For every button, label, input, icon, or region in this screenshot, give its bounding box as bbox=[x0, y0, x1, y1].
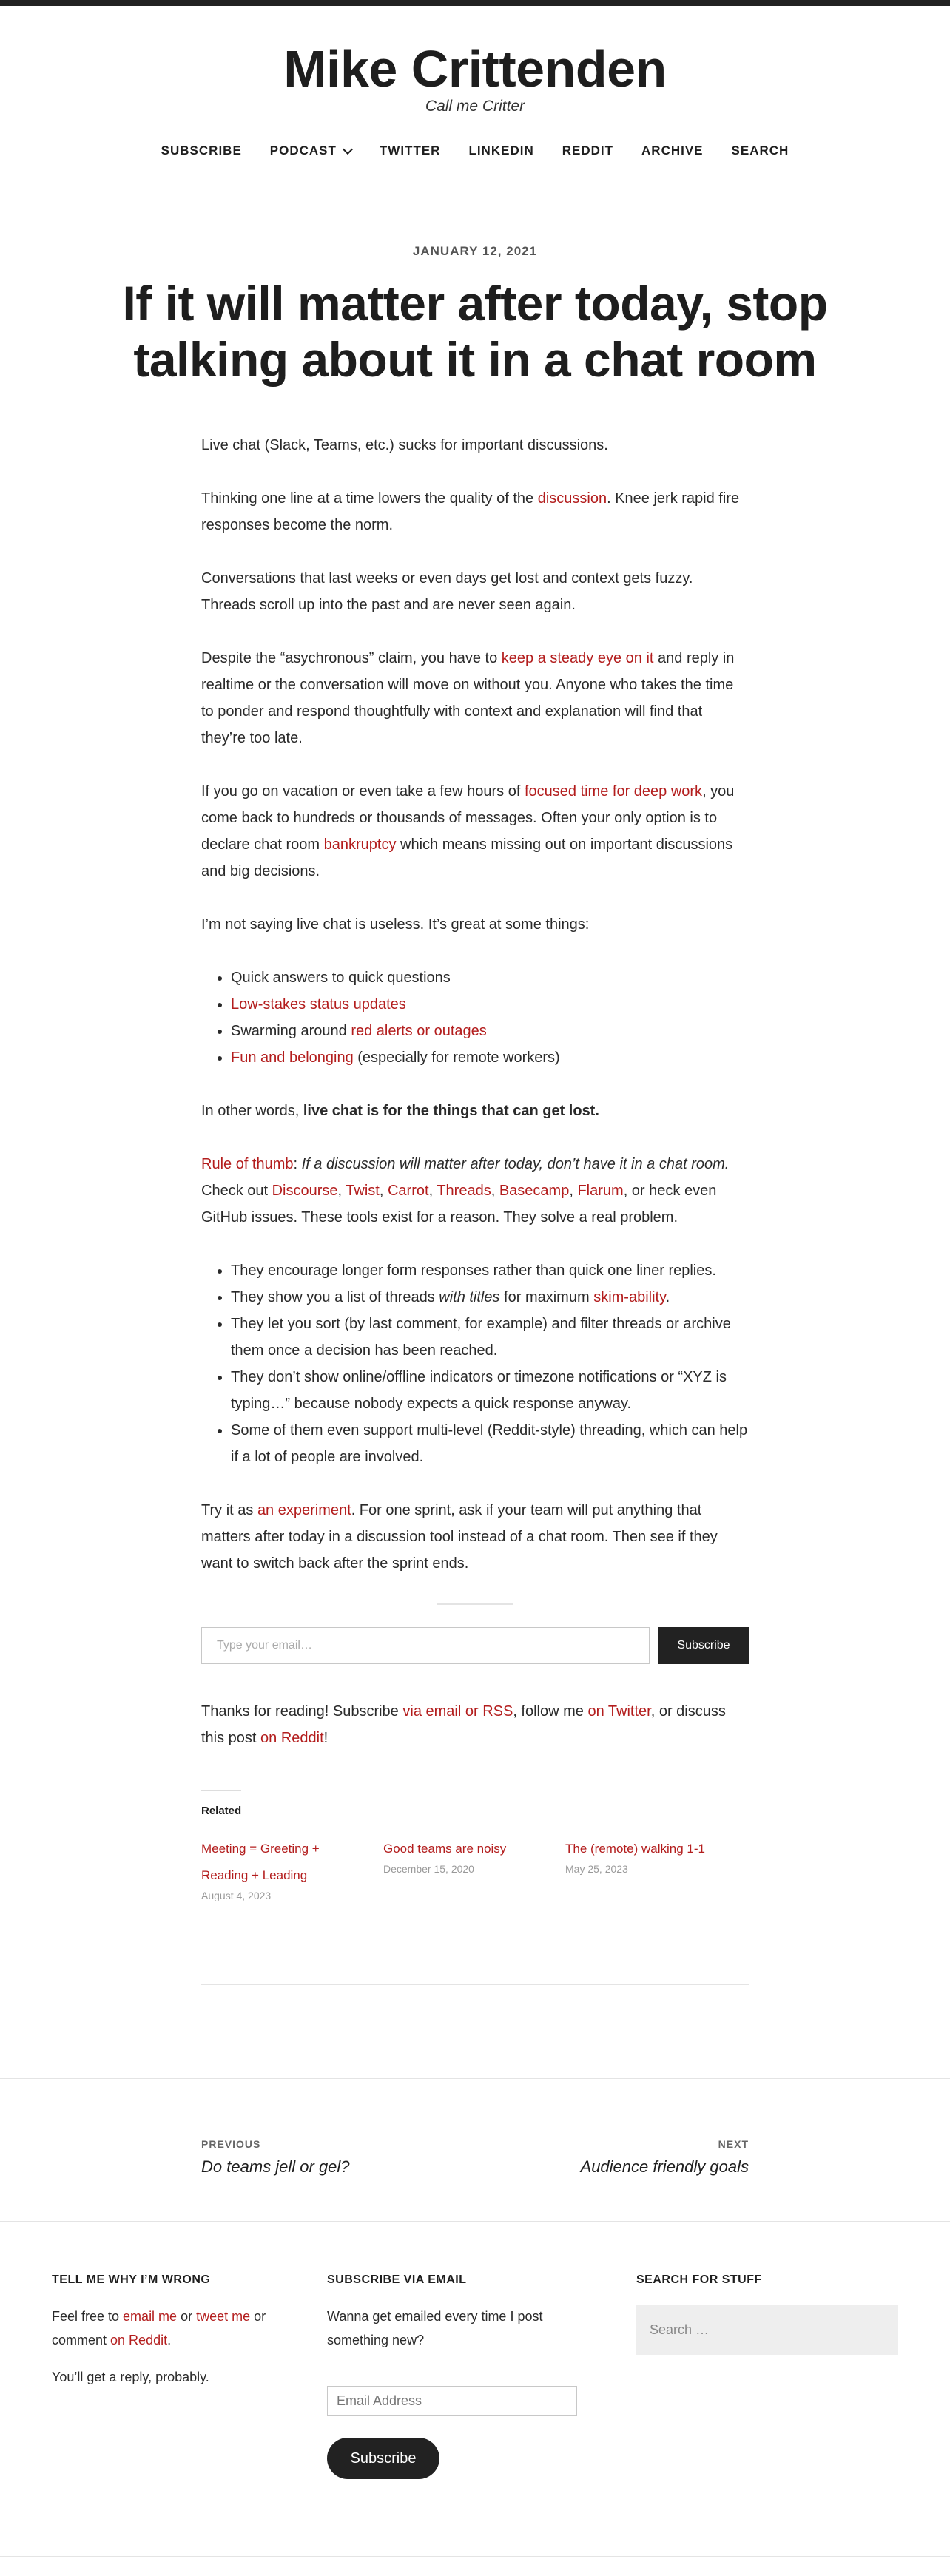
text: In other words, bbox=[201, 1103, 303, 1119]
link-steady-eye[interactable]: keep a steady eye on it bbox=[501, 650, 654, 666]
related-heading: Related bbox=[201, 1790, 241, 1825]
footer-heading: SUBSCRIBE VIA EMAIL bbox=[327, 2274, 467, 2286]
text: , you come back to hundreds or thousands of messages. Often your only option is to declare chat room bbox=[201, 783, 735, 853]
subscribe-button[interactable]: Subscribe bbox=[658, 1627, 749, 1664]
related-item bbox=[383, 1835, 548, 1903]
text: , follow me bbox=[513, 1703, 588, 1720]
nav-archive[interactable]: ARCHIVE bbox=[641, 143, 704, 158]
tools-benefits-list bbox=[201, 1257, 749, 1470]
text: Feel free to bbox=[52, 2309, 124, 2324]
nav-twitter[interactable]: TWITTER bbox=[379, 143, 441, 158]
nav-podcast-label: PODCAST bbox=[269, 143, 337, 158]
post-title: If it will matter after today, stop talking about it in a chat room bbox=[122, 276, 828, 387]
main-nav bbox=[0, 143, 950, 158]
nav-subscribe[interactable]: SUBSCRIBE bbox=[161, 143, 242, 158]
list-item: • Some of them even support multi-level (Reddit-style) threading, which can help if a lot of people are involved. bbox=[231, 1417, 749, 1470]
footer-subscribe-button[interactable]: Subscribe bbox=[327, 2438, 439, 2479]
related-title[interactable]: Meeting = Greeting + Reading + Leading bbox=[201, 1842, 320, 1882]
link-email-me[interactable]: email me bbox=[123, 2309, 178, 2324]
list-item: • They don’t show online/offline indicators or timezone notifications or “XYZ is typing…” because nobody expects a quick response anyway. bbox=[231, 1364, 749, 1417]
good-at-list bbox=[201, 964, 749, 1071]
list-item bbox=[231, 991, 749, 1018]
site-title[interactable]: Mike Crittenden bbox=[283, 40, 667, 98]
footer-text: You’ll get a reply, probably. bbox=[52, 2370, 209, 2384]
text: . For one sprint, ask if your team will put anything that matters after today in a discussion tool instead of a chat room. Then see if they want to switch back after the sprint ends. bbox=[201, 1502, 718, 1572]
paragraph: I’m not saying live chat is useless. It’s great at some things: bbox=[201, 916, 590, 933]
paragraph bbox=[201, 645, 749, 751]
previous-label: PREVIOUS bbox=[201, 2138, 261, 2150]
subscribe-email-input[interactable] bbox=[201, 1627, 650, 1664]
paragraph bbox=[201, 1151, 749, 1231]
link-flarum[interactable]: Flarum bbox=[577, 1183, 624, 1199]
list-item bbox=[231, 1018, 749, 1044]
link-bankruptcy[interactable]: bankruptcy bbox=[323, 836, 397, 853]
text: Thinking one line at a time lowers the quality of the bbox=[201, 490, 538, 507]
text: . bbox=[167, 2333, 172, 2347]
content-divider bbox=[201, 1984, 749, 1985]
link-tweet-me[interactable]: tweet me bbox=[196, 2309, 251, 2324]
text: : bbox=[293, 1156, 302, 1172]
text: for maximum bbox=[499, 1289, 594, 1305]
text: , or discuss this post bbox=[201, 1703, 726, 1746]
link-status-updates[interactable]: Low-stakes status updates bbox=[231, 996, 406, 1013]
link-discussion[interactable]: discussion bbox=[537, 490, 607, 507]
post-date[interactable]: JANUARY 12, 2021 bbox=[412, 244, 538, 258]
nav-search[interactable]: SEARCH bbox=[731, 143, 789, 158]
related-title[interactable]: Good teams are noisy bbox=[383, 1842, 507, 1856]
related-posts bbox=[201, 1790, 749, 1903]
post-navigation bbox=[201, 2079, 749, 2221]
footer-heading: SEARCH FOR STUFF bbox=[636, 2274, 762, 2286]
footer-email-input[interactable] bbox=[327, 2386, 577, 2416]
related-date: December 15, 2020 bbox=[383, 1863, 474, 1875]
site-header bbox=[0, 6, 950, 158]
link-deep-work[interactable]: focused time for deep work bbox=[524, 783, 703, 799]
next-title: Audience friendly goals bbox=[580, 2157, 749, 2176]
text: (especially for remote workers) bbox=[353, 1049, 560, 1066]
related-item bbox=[565, 1835, 730, 1903]
entry-header bbox=[0, 244, 950, 388]
text: Try it as bbox=[201, 1502, 257, 1518]
text: . bbox=[665, 1289, 670, 1305]
thanks-paragraph bbox=[201, 1698, 749, 1751]
next-post-link[interactable] bbox=[581, 2138, 749, 2177]
paragraph: Live chat (Slack, Teams, etc.) sucks for important discussions. bbox=[201, 437, 608, 453]
text: , bbox=[337, 1183, 346, 1199]
text: Check out bbox=[201, 1183, 272, 1199]
paragraph bbox=[201, 1098, 749, 1124]
text: Swarming around bbox=[231, 1023, 351, 1039]
link-basecamp[interactable]: Basecamp bbox=[499, 1183, 570, 1199]
list-item: • They encourage longer form responses rather than quick one liner replies. bbox=[231, 1257, 749, 1284]
text: , bbox=[428, 1183, 437, 1199]
link-email-rss[interactable]: via email or RSS bbox=[402, 1703, 513, 1720]
list-item: • Quick answers to quick questions bbox=[231, 964, 749, 991]
list-item bbox=[231, 1284, 749, 1311]
emphasis: with titles bbox=[439, 1289, 500, 1305]
footer-heading: TELL ME WHY I’M WRONG bbox=[52, 2274, 211, 2286]
footer bbox=[0, 2222, 950, 2479]
list-item bbox=[231, 1044, 749, 1071]
text: . Knee jerk rapid fire responses become the norm. bbox=[201, 490, 740, 533]
list-item: • They let you sort (by last comment, for example) and filter threads or archive them once a decision has been reached. bbox=[231, 1311, 749, 1364]
emphasis: If a discussion will matter after today, don’t have it in a chat room. bbox=[301, 1156, 730, 1172]
link-red-alerts[interactable]: red alerts or outages bbox=[351, 1023, 487, 1039]
nav-podcast[interactable] bbox=[256, 143, 365, 158]
previous-title: Do teams jell or gel? bbox=[201, 2157, 350, 2176]
paragraph bbox=[201, 485, 749, 538]
link-experiment[interactable]: an experiment bbox=[257, 1502, 351, 1518]
link-fun-belonging[interactable]: Fun and belonging bbox=[231, 1049, 354, 1066]
nav-reddit[interactable]: REDDIT bbox=[562, 143, 614, 158]
related-date: May 25, 2023 bbox=[565, 1863, 628, 1875]
paragraph bbox=[201, 1497, 749, 1577]
chevron-down-icon bbox=[343, 143, 353, 154]
related-item bbox=[201, 1835, 365, 1903]
footer-feedback bbox=[52, 2274, 268, 2479]
nav-linkedin[interactable]: LINKEDIN bbox=[468, 143, 534, 158]
text: , bbox=[569, 1183, 578, 1199]
link-discourse[interactable]: Discourse bbox=[272, 1183, 338, 1199]
post-content bbox=[201, 432, 749, 1903]
search-input[interactable] bbox=[636, 2305, 898, 2355]
link-footer-reddit[interactable]: on Reddit bbox=[110, 2333, 168, 2347]
previous-post-link[interactable] bbox=[201, 2138, 350, 2177]
bottom-divider bbox=[0, 2556, 950, 2557]
related-grid bbox=[201, 1835, 749, 1903]
text: and reply in realtime or the conversation will move on without you. Anyone who takes the time to ponder and respond thoughtfully with context and explanation will find that they’re too late. bbox=[201, 650, 735, 746]
text: If you go on vacation or even take a few hours of bbox=[201, 783, 525, 799]
subscribe-form bbox=[201, 1627, 749, 1664]
link-twitter[interactable]: on Twitter bbox=[587, 1703, 651, 1720]
text: which means missing out on important discussions and big decisions. bbox=[201, 836, 733, 879]
link-threads[interactable]: Threads bbox=[437, 1183, 491, 1199]
next-label: NEXT bbox=[718, 2138, 749, 2150]
text: , bbox=[491, 1183, 499, 1199]
site-tagline: Call me Critter bbox=[425, 98, 525, 115]
related-title[interactable]: The (remote) walking 1-1 bbox=[565, 1842, 705, 1856]
link-carrot[interactable]: Carrot bbox=[387, 1183, 429, 1199]
paragraph: Conversations that last weeks or even days get lost and context gets fuzzy. Threads scroll up into the past and are never seen again. bbox=[201, 570, 693, 613]
paragraph bbox=[201, 778, 749, 885]
link-twist[interactable]: Twist bbox=[346, 1183, 380, 1199]
text: , bbox=[379, 1183, 388, 1199]
footer-text: Wanna get emailed every time I post something new? bbox=[327, 2309, 543, 2347]
text: Despite the “asychronous” claim, you have to bbox=[201, 650, 502, 666]
divider bbox=[437, 1603, 513, 1605]
link-reddit[interactable]: on Reddit bbox=[260, 1730, 324, 1746]
emphasis-strong: live chat is for the things that can get lost. bbox=[303, 1103, 599, 1119]
link-rule-of-thumb[interactable]: Rule of thumb bbox=[201, 1156, 294, 1172]
related-date: August 4, 2023 bbox=[201, 1890, 272, 1901]
text: They show you a list of threads bbox=[231, 1289, 439, 1305]
text: Thanks for reading! Subscribe bbox=[201, 1703, 403, 1720]
footer-text bbox=[52, 2305, 268, 2352]
text: or comment bbox=[52, 2309, 266, 2347]
link-skim-ability[interactable]: skim-ability bbox=[593, 1289, 666, 1305]
footer-search bbox=[636, 2274, 898, 2479]
footer-subscribe bbox=[327, 2274, 577, 2479]
text: , or heck even GitHub issues. These tools exist for a reason. They solve a real problem. bbox=[201, 1183, 717, 1226]
text: or bbox=[177, 2309, 197, 2324]
text: ! bbox=[323, 1730, 329, 1746]
